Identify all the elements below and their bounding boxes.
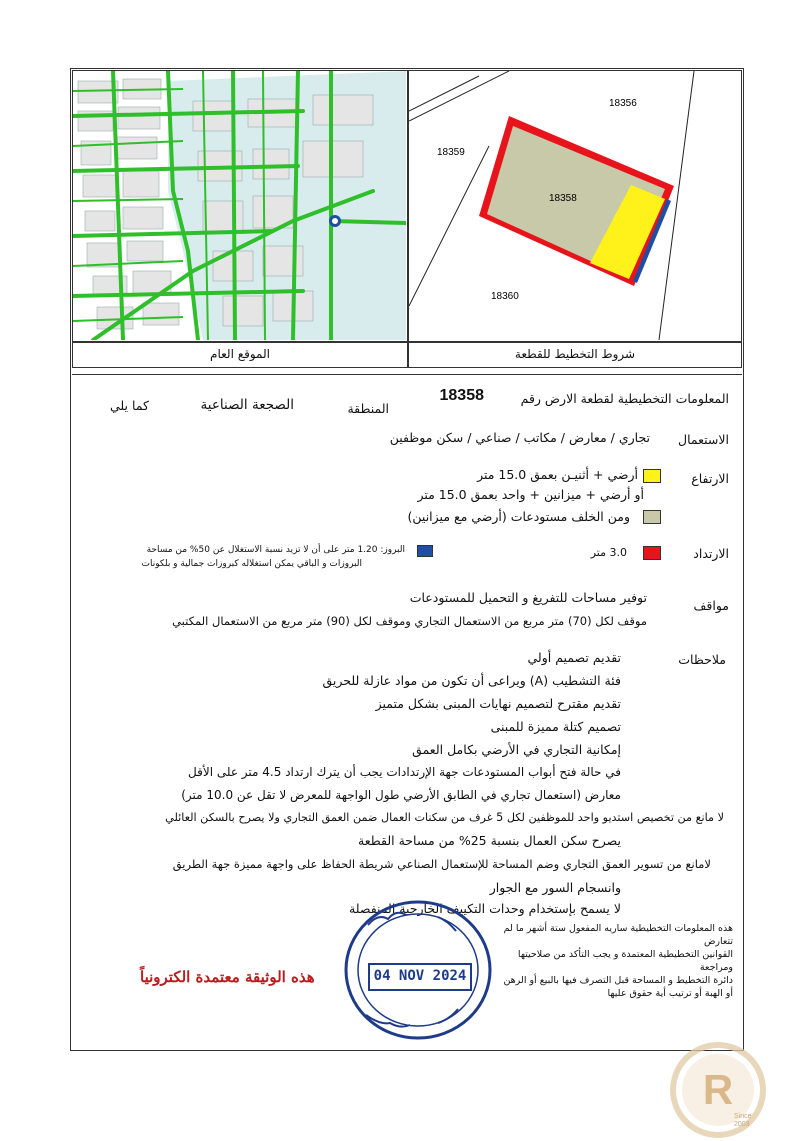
region-value: الصجعة الصناعية (200, 397, 294, 413)
section-divider (72, 374, 742, 375)
height-line-3: ومن الخلف مستودعات (أرضي مع ميزانين) (407, 509, 630, 524)
parcel-label-center: 18358 (549, 193, 577, 204)
logo-letter: R (702, 1066, 734, 1113)
disclaimer-line: هذه المعلومات التخطيطية ساريه المفعول ستة أشهر ما لم تتعارض (503, 923, 733, 947)
general-location-caption: الموقع العام (72, 342, 408, 368)
plot-number: 18358 (439, 387, 484, 404)
company-logo (668, 1040, 768, 1140)
region-label: المنطقة (347, 401, 389, 416)
height-label: الارتفاع (691, 471, 729, 486)
general-location-map (72, 70, 408, 342)
parking-line-2: موقف لكل (70) متر مربع من الاستعمال التجاري وموقف لكل (90) متر مربع من الاستعمال المكتبي (172, 614, 647, 628)
note-item: يصرح سكن العمال بنسبة 25% من مساحة القطعة (358, 833, 621, 848)
note-item: لامانع من تسوير العمق التجاري وضم المساحة للإستعمال الصناعي شريطة الحفاظ على واجهة مميزة جهة الطريق (172, 857, 711, 871)
projection-line-1: البروز: 1.20 متر على أن لا تزيد نسبة الاستغلال عن 50% من مساحة (146, 545, 405, 555)
setback-value: 3.0 متر (590, 546, 627, 559)
parcel-label-south: 18360 (491, 291, 519, 302)
logo-since: Since (734, 1113, 752, 1120)
usage-value: تجاري / معارض / مكاتب / صناعي / سكن موظفين (389, 430, 650, 445)
plot-map-drawing (409, 71, 740, 340)
projection-line-2: البروزات و الباقي يمكن استغلاله كبروزات جمالية و بلكونات (141, 559, 362, 569)
height-line-2: أو أرضي + ميزانين + واحد بعمق 15.0 متر (417, 487, 644, 502)
electronic-approval-note: هذه الوثيقة معتمدة الكترونياً (140, 968, 315, 986)
disclaimer-line: أو الهبة أو ترتيب أية حقوق عليها (607, 988, 733, 999)
general-map-drawing (73, 71, 406, 340)
notes-label: ملاحظات (678, 652, 726, 667)
validity-disclaimer (493, 922, 733, 1000)
projection-blue-swatch (417, 545, 433, 557)
height-line-1: أرضي + أثنيـن بعمق 15.0 متر (477, 467, 638, 482)
parcel-label-north: 18356 (609, 98, 637, 109)
as-follows: كما يلي (110, 398, 149, 413)
note-item: تقديم تصميم أولي (527, 650, 621, 665)
height-gray-swatch (643, 510, 661, 524)
note-item: في حالة فتح أبواب المستودعات جهة الإرتدادات يجب أن يترك ارتداد 4.5 متر على الأقل (188, 765, 621, 779)
setback-red-swatch (643, 546, 661, 560)
note-item: لا يسمح بإستخدام وحدات التكييف الخارجية المنفصلة (349, 901, 621, 916)
note-item: إمكانية التجاري في الأرضي بكامل العمق (412, 742, 621, 757)
parcel-label-west: 18359 (437, 147, 465, 158)
note-item: تقديم مقترح لتصميم نهايات المبنى بشكل متميز (375, 696, 621, 711)
height-yellow-swatch (643, 469, 661, 483)
stamp-date: 04 NOV 2024 (368, 963, 472, 991)
setback-label: الارتداد (693, 546, 729, 561)
parking-label: مواقف (693, 598, 729, 613)
note-item: معارض (استعمال تجاري في الطابق الأرضي طول الواجهة للمعرض لا تقل عن 10.0 متر) (181, 788, 621, 802)
note-item: تصميم كتلة مميزة للمبنى (490, 719, 621, 734)
note-item: وانسجام السور مع الجوار (489, 880, 621, 895)
disclaimer-line: دائرة التخطيط و المساحة قبل التصرف فيها بالبيع أو الرهن (503, 975, 733, 986)
usage-label: الاستعمال (678, 432, 729, 447)
plot-planning-caption: شروط التخطيط للقطعة (408, 342, 742, 368)
note-item: لا مانع من تخصيص استديو واحد للموظفين لكل 5 غرف من سكنات العمال ضمن العمق التجاري ولا يصرح بالسكن العائلي (165, 811, 724, 824)
note-item: فئة التشطيب (A) ويراعى أن تكون من مواد عازلة للحريق (322, 673, 621, 688)
plot-planning-map (408, 70, 742, 342)
parking-line-1: توفير مساحات للتفريغ و التحميل للمستودعات (409, 590, 647, 605)
logo-year: 2003 (734, 1121, 750, 1128)
info-heading: المعلومات التخطيطية لقطعة الارض رقم (520, 391, 729, 406)
disclaimer-line: القوانين التخطيطية المعتمدة و يجب التأكد من صلاحيتها ومراجعة (517, 949, 733, 973)
